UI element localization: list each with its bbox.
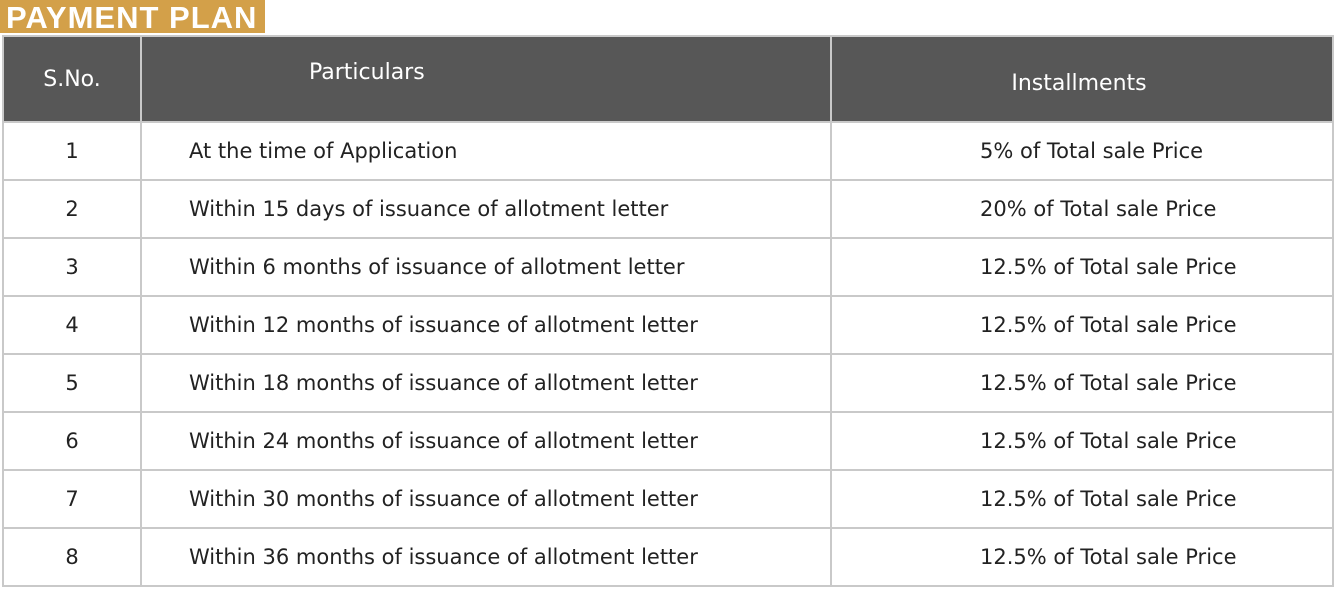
- header-sno-label: S.No.: [43, 66, 101, 92]
- cell-sno: 5: [3, 354, 141, 412]
- cell-particulars: At the time of Application: [141, 122, 831, 180]
- table-row: [3, 296, 1333, 354]
- header-particulars: [141, 36, 831, 122]
- payment-plan-table: [2, 35, 1334, 587]
- table-row: [3, 412, 1333, 470]
- page-title: PAYMENT PLAN: [0, 0, 265, 33]
- cell-installment: 12.5% of Total sale Price: [831, 296, 1333, 354]
- cell-sno: 1: [3, 122, 141, 180]
- header-installments: [831, 36, 1333, 122]
- cell-particulars: Within 6 months of issuance of allotment letter: [141, 238, 831, 296]
- table-row: [3, 528, 1333, 586]
- cell-particulars: Within 24 months of issuance of allotment letter: [141, 412, 831, 470]
- cell-particulars: Within 18 months of issuance of allotment letter: [141, 354, 831, 412]
- cell-installment: 12.5% of Total sale Price: [831, 470, 1333, 528]
- cell-installment: 12.5% of Total sale Price: [831, 354, 1333, 412]
- header-sno: [3, 36, 141, 122]
- table-row: [3, 238, 1333, 296]
- cell-sno: 7: [3, 470, 141, 528]
- cell-sno: 3: [3, 238, 141, 296]
- header-particulars-label: Particulars: [309, 59, 425, 85]
- cell-particulars: Within 12 months of issuance of allotment letter: [141, 296, 831, 354]
- cell-sno: 8: [3, 528, 141, 586]
- cell-installment: 20% of Total sale Price: [831, 180, 1333, 238]
- cell-sno: 2: [3, 180, 141, 238]
- table-row: [3, 470, 1333, 528]
- cell-particulars: Within 36 months of issuance of allotment letter: [141, 528, 831, 586]
- cell-installment: 12.5% of Total sale Price: [831, 528, 1333, 586]
- cell-installment: 12.5% of Total sale Price: [831, 238, 1333, 296]
- table-row: [3, 354, 1333, 412]
- cell-installment: 5% of Total sale Price: [831, 122, 1333, 180]
- table-row: [3, 180, 1333, 238]
- cell-sno: 4: [3, 296, 141, 354]
- cell-particulars: Within 30 months of issuance of allotment letter: [141, 470, 831, 528]
- cell-particulars: Within 15 days of issuance of allotment letter: [141, 180, 831, 238]
- table-row: [3, 122, 1333, 180]
- table-header-row: [3, 36, 1333, 122]
- cell-installment: 12.5% of Total sale Price: [831, 412, 1333, 470]
- header-installments-label: Installments: [1011, 70, 1147, 96]
- cell-sno: 6: [3, 412, 141, 470]
